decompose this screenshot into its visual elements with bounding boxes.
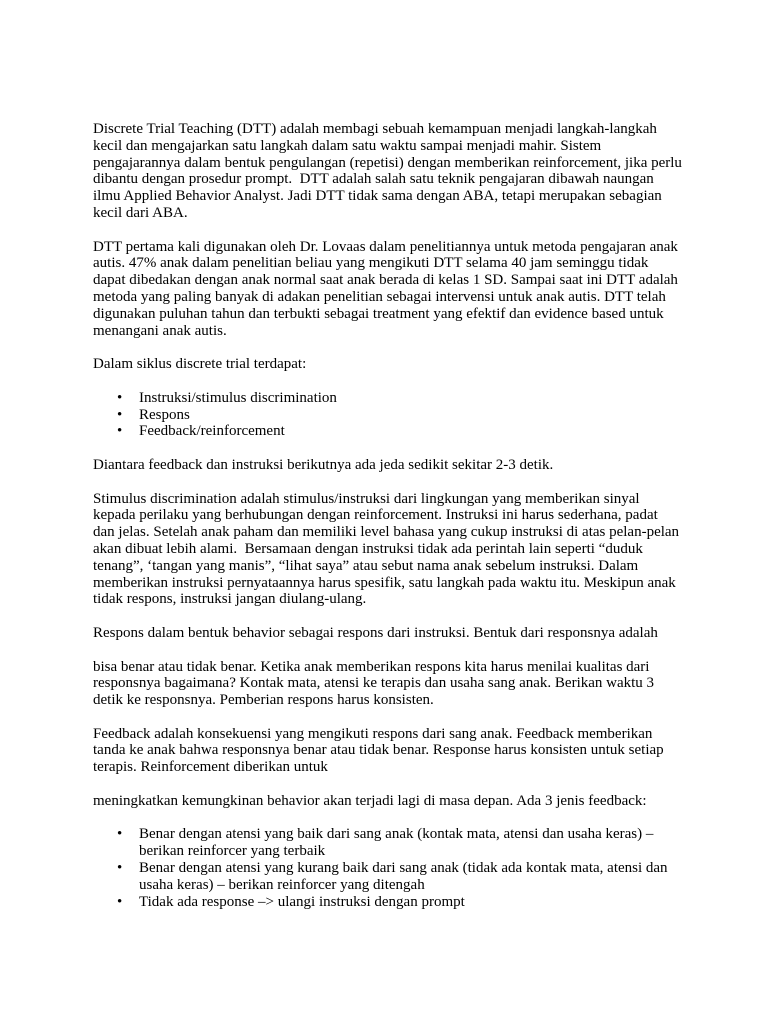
list-item: • Tidak ada response –> ulangi instruksi dengan prompt xyxy=(139,894,683,911)
feedback-list xyxy=(93,826,683,910)
list-item: • Respons xyxy=(139,407,683,424)
paragraph-feedback-types: meningkatkan kemungkinan behavior akan terjadi lagi di masa depan. Ada 3 jenis feedback: xyxy=(93,792,647,809)
document-body xyxy=(93,121,686,927)
paragraph-feedback-intro: Feedback adalah konsekuensi yang mengikuti respons dari sang anak. Feedback memberikan tanda ke anak bahwa responsnya benar atau tidak benar. Response harus konsisten untuk setiap terapis. Reinforcement diberikan untuk xyxy=(93,725,668,776)
list-item: • Benar dengan atensi yang baik dari sang anak (kontak mata, atensi dan usaha keras) – berikan reinforcer yang terbaik xyxy=(139,826,683,860)
list-item: • Feedback/reinforcement xyxy=(139,423,683,440)
paragraph-dtt-definition: Discrete Trial Teaching (DTT) adalah membagi sebuah kemampuan menjadi langkah-langkah kecil dan mengajarkan satu langkah dalam satu waktu sampai menjadi mahir. Sistem pengajarannya dalam bentuk pengulangan (repetisi) dengan memberikan reinforcement, jika perlu dibantu dengan prosedur prompt. DTT adalah salah satu teknik pengajaran dibawah naungan ilmu Applied Behavior Analyst. Jadi DTT tidak sama dengan ABA, tetapi merupakan sebagian kecil dari ABA. xyxy=(93,121,686,221)
list-item: • Benar dengan atensi yang kurang baik dari sang anak (tidak ada kontak mata, atensi dan usaha keras) – berikan reinforcer yang ditengah xyxy=(139,860,683,894)
cycle-list xyxy=(93,390,683,440)
paragraph-response-intro: Respons dalam bentuk behavior sebagai respons dari instruksi. Bentuk dari responsnya adalah xyxy=(93,624,658,641)
paragraph-cycle-intro: Dalam siklus discrete trial terdapat: xyxy=(93,356,307,373)
list-item: • Instruksi/stimulus discrimination xyxy=(139,390,683,407)
paragraph-pause: Diantara feedback dan instruksi berikutnya ada jeda sedikit sekitar 2-3 detik. xyxy=(93,456,554,473)
paragraph-stimulus: Stimulus discrimination adalah stimulus/instruksi dari lingkungan yang memberikan sinyal kepada perilaku yang berhubungan dengan reinforcement. Instruksi ini harus sederhana, padat dan jelas. Setelah anak paham dan memiliki level bahasa yang cukup instruksi di atas pelan-pelan akan dibuat lebih alami. Bersamaan dengan instruksi tidak ada perintah lain seperti “duduk tenang”, ‘tangan yang manis”, “lihat saya” atau sebut nama anak sebelum instruksi. Dalam memberikan instruksi pernyataannya harus spesifik, satu langkah pada waktu itu. Meskipun anak tidak respons, instruksi jangan diulang-ulang. xyxy=(93,490,683,608)
paragraph-response-detail: bisa benar atau tidak benar. Ketika anak memberikan respons kita harus menilai kualitas dari responsnya bagaimana? Kontak mata, atensi ke terapis dan usaha sang anak. Berikan waktu 3 detik ke responsnya. Pemberian respons harus konsisten. xyxy=(93,658,658,709)
paragraph-dtt-history: DTT pertama kali digunakan oleh Dr. Lovaas dalam penelitiannya untuk metoda pengajaran anak autis. 47% anak dalam penelitian beliau yang mengikuti DTT selama 40 jam seminggu tidak dapat dibedakan dengan anak normal saat anak berada di kelas 1 SD. Sampai saat ini DTT adalah metoda yang paling banyak di adakan penelitian sebagai intervensi untuk anak autis. DTT telah digunakan puluhan tahun dan terbukti sebagai treatment yang efektif dan evidence based untuk menangani anak autis. xyxy=(93,238,682,339)
